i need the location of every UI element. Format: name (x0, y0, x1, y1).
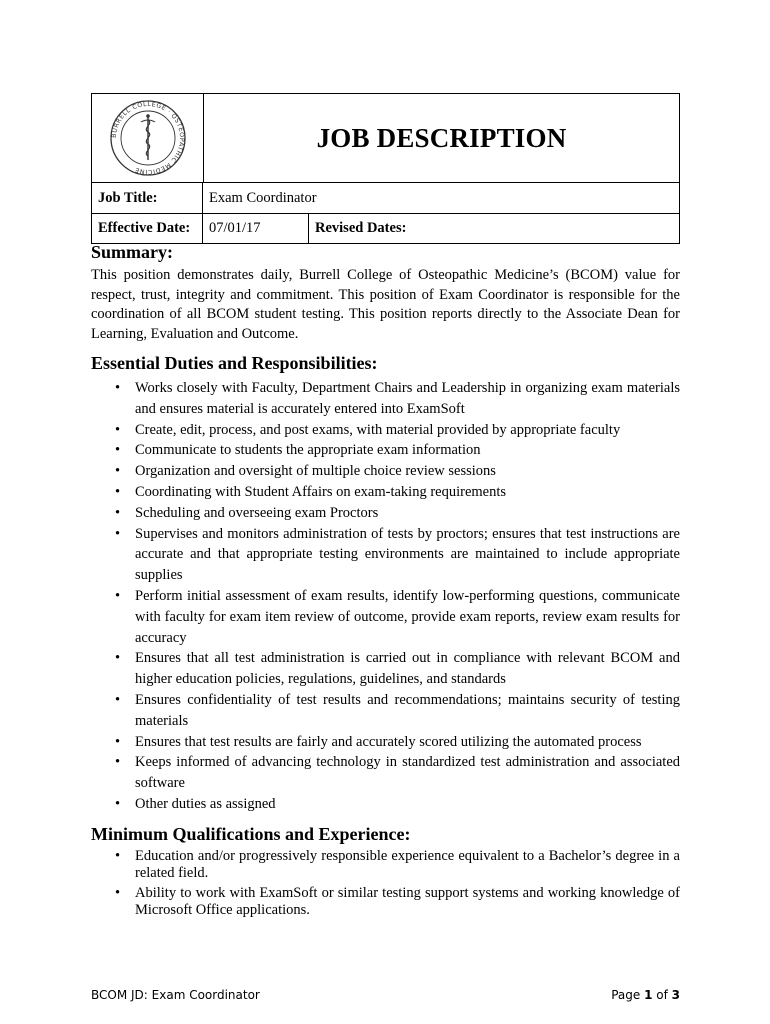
college-seal-icon (108, 98, 188, 178)
duty-item-text: Organization and oversight of multiple choice review sessions (135, 463, 496, 480)
revised-dates-label: Revised Dates: (315, 220, 407, 236)
bullet-icon: • (115, 587, 121, 604)
page-footer (91, 988, 680, 1002)
duty-item (115, 752, 680, 794)
bullet-icon: • (115, 504, 121, 521)
duty-item (115, 586, 680, 648)
header-title-row (92, 94, 679, 183)
duty-item-text: Works closely with Faculty, Department Chairs and Leadership in organizing exam materials and ensures material is accurately entered into ExamSoft (135, 380, 680, 417)
bullet-icon: • (115, 733, 121, 750)
college-seal (92, 94, 204, 182)
duty-item-text: Supervises and monitors administration of tests by proctors; ensures that test instructions are accurate and that appropriate testing environments are maintained to include appropriate supplies (135, 525, 680, 584)
bullet-icon: • (115, 847, 121, 864)
job-title-value: Exam Coordinator (209, 189, 317, 206)
document-body (91, 241, 680, 922)
page-of: of (652, 988, 672, 1002)
bullet-icon: • (115, 421, 121, 438)
svg-text:BURRELL COLLEGE · OSTEOPATHIC: BURRELL COLLEGE · OSTEOPATHIC MEDICINE (110, 100, 185, 176)
page-number (611, 988, 680, 1002)
bullet-icon: • (115, 380, 121, 396)
qualification-item (115, 884, 680, 920)
duty-item-text: Coordinating with Student Affairs on exam-taking requirements (135, 483, 507, 500)
qualification-item-text: Education and/or progressively responsible experience equivalent to a Bachelor’s degree in a related field. (135, 847, 680, 882)
duty-item (115, 482, 680, 503)
duty-item-text: Keeps informed of advancing technology in standardized test administration and associated software (135, 754, 680, 792)
duty-item (115, 732, 680, 753)
duty-item (115, 690, 680, 732)
duty-item-text: Scheduling and overseeing exam Proctors (135, 504, 379, 521)
bullet-icon: • (115, 795, 121, 812)
summary-heading: Summary: (91, 242, 173, 262)
bullet-icon: • (115, 483, 121, 500)
duty-item (115, 524, 680, 586)
duty-item (115, 461, 680, 482)
duty-item-text: Other duties as assigned (135, 795, 276, 812)
bullet-icon: • (115, 650, 121, 667)
duty-item-text: Perform initial assessment of exam results, identify low-performing questions, communicate with faculty for exam item review of outcome, provide exam reports, review exam results for accuracy (135, 587, 680, 646)
summary-text: This position demonstrates daily, Burrell College of Osteopathic Medicine’s (BCOM) value for respect, trust, integrity and commitment. This position of Exam Coordinator is responsible for the coordination of all BCOM student testing. This position reports directly to the Associate Dean for Learning, Evaluation and Outcome. (91, 267, 680, 342)
bullet-icon: • (115, 754, 121, 771)
bullet-icon: • (115, 442, 121, 459)
qualification-item-text: Ability to work with ExamSoft or similar testing support systems and working knowledge of Microsoft Office applications. (135, 884, 680, 919)
duty-item-text: Create, edit, process, and post exams, with material provided by appropriate faculty (135, 421, 621, 438)
duty-item (115, 420, 680, 441)
duty-item-text: Ensures confidentiality of test results and recommendations; maintains security of testing materials (135, 691, 680, 729)
bullet-icon: • (115, 691, 121, 708)
duty-item-text: Ensures that all test administration is carried out in compliance with relevant BCOM and higher education policies, regulations, guidelines, and standards (135, 650, 680, 688)
page-current: 1 (644, 988, 653, 1002)
header-table (91, 93, 680, 244)
qualifications-list (91, 848, 680, 920)
duty-item-text: Communicate to students the appropriate exam information (135, 442, 481, 459)
job-title-row (92, 183, 679, 214)
page-prefix: Page (611, 988, 645, 1002)
duty-item (115, 378, 680, 420)
bullet-icon: • (115, 884, 121, 901)
duty-item (115, 503, 680, 524)
bullet-icon: • (115, 525, 121, 542)
dates-row (92, 214, 679, 243)
duty-item (115, 794, 680, 815)
job-title-label: Job Title: (92, 183, 203, 213)
effective-date-value: 07/01/17 (203, 214, 309, 243)
duty-item-text: Ensures that test results are fairly and accurately scored utilizing the automated process (135, 733, 642, 750)
duties-list (91, 378, 680, 815)
duty-item (115, 648, 680, 690)
duties-heading: Essential Duties and Responsibilities: (91, 353, 378, 373)
title-cell (204, 94, 679, 182)
effective-date-label: Effective Date: (92, 214, 203, 243)
page-total: 3 (671, 988, 680, 1002)
duty-item (115, 440, 680, 461)
document-title: JOB DESCRIPTION (316, 122, 567, 153)
footer-document-label: BCOM JD: Exam Coordinator (91, 988, 260, 1002)
qualification-item (115, 847, 680, 883)
qualifications-heading: Minimum Qualifications and Experience: (91, 823, 411, 844)
bullet-icon: • (115, 463, 121, 480)
